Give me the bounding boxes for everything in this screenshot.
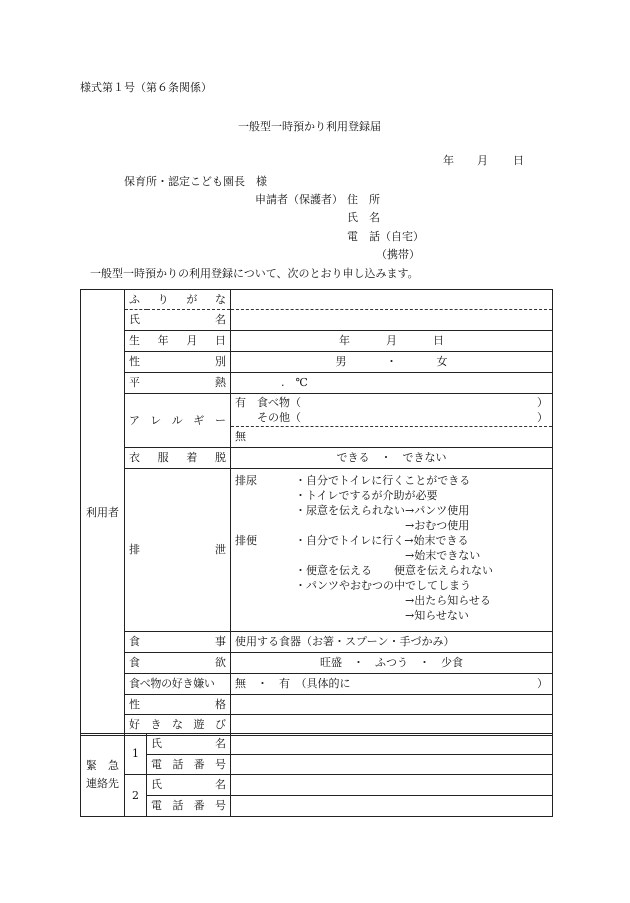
row-contact-1-phone: [81, 755, 553, 775]
date-day-label: 日: [513, 154, 524, 167]
contact-1-name-label: 氏名: [147, 734, 231, 755]
likes-field[interactable]: [231, 674, 553, 695]
likes-close: ）: [537, 677, 548, 691]
label-allergy: アレルギー: [125, 394, 231, 448]
applicant-name-label: 氏 名: [347, 211, 380, 224]
row-temperature: [81, 373, 553, 394]
allergy-none-field[interactable]: [231, 427, 553, 448]
temperature-unit: . ℃: [281, 376, 308, 390]
row-dressing: [81, 448, 553, 469]
birth-day: 日: [433, 334, 444, 348]
stool-options: [295, 533, 493, 623]
row-sex: [81, 352, 553, 373]
allergy-none-label: 無: [235, 430, 246, 444]
contact-2-name-label: 氏名: [147, 775, 231, 796]
home-phone-label: 電 話（自宅）: [347, 230, 424, 243]
row-likes: [81, 674, 553, 695]
emergency-table: [80, 733, 553, 817]
stool-option[interactable]: ・便意を伝える 便意を伝えられない: [295, 564, 493, 577]
birth-year: 年: [339, 334, 350, 348]
label-appetite: 食欲: [125, 653, 231, 674]
allergy-other-label: その他（: [257, 411, 301, 424]
stool-option[interactable]: ・パンツやおむつの中でしてしまう: [295, 579, 471, 592]
row-allergy-yes: [81, 394, 553, 427]
label-excretion: 排泄: [125, 469, 231, 632]
form-number: 様式第１号（第６条関係）: [80, 81, 212, 94]
allergy-food-close: ）: [537, 396, 548, 409]
address-label: 住 所: [347, 193, 380, 206]
birth-month: 月: [386, 334, 397, 348]
emergency-contact-label: 緊 急 連絡先: [81, 734, 125, 817]
urine-label: 排尿: [235, 474, 257, 487]
label-temperature: 平熱: [125, 373, 231, 394]
contact-1-phone-label: 電話番号: [147, 755, 231, 775]
row-excretion: [81, 469, 553, 632]
birth-field[interactable]: [231, 331, 553, 352]
temperature-field[interactable]: [231, 373, 553, 394]
sex-field[interactable]: [231, 352, 553, 373]
stool-option[interactable]: ・自分でトイレに行く→始末できる: [295, 534, 469, 547]
urine-option[interactable]: ・尿意を伝えられない→パンツ使用: [295, 504, 470, 517]
row-personality: [81, 695, 553, 715]
addressee: 保育所・認定こども園長 様: [124, 175, 267, 188]
likes-options: 無 ・ 有 （具体的に: [235, 677, 351, 691]
meal-field[interactable]: 使用する食器（お箸・スプーン・手づかみ）: [231, 632, 553, 653]
urine-options: [295, 473, 470, 533]
urine-option[interactable]: →おむつ使用: [295, 519, 470, 532]
stool-option[interactable]: →始末できない: [295, 549, 481, 562]
form-title: 一般型一時預かり利用登録届: [238, 120, 381, 133]
label-name: 氏名: [125, 310, 231, 331]
date-year-label: 年: [443, 154, 454, 167]
excretion-field[interactable]: [231, 469, 553, 632]
label-dressing: 衣服着脱: [125, 448, 231, 469]
row-appetite: [81, 653, 553, 674]
stool-label: 排便: [235, 534, 257, 547]
label-sex: 性別: [125, 352, 231, 373]
label-likes: 食べ物の好き嫌い: [125, 674, 231, 695]
contact-1-phone-field[interactable]: [231, 755, 553, 775]
name-field[interactable]: [231, 310, 553, 331]
row-name: [81, 310, 553, 331]
user-group-label: 利用者: [81, 290, 125, 736]
registration-table: [80, 289, 553, 736]
allergy-yes-label: 有: [235, 396, 246, 409]
personality-field[interactable]: [231, 695, 553, 715]
intro-text: 一般型一時預かりの利用登録について、次のとおり申し込みます。: [90, 267, 419, 280]
contact-1-name-field[interactable]: [231, 734, 553, 755]
row-contact-2-phone: [81, 796, 553, 817]
contact-1-number: 1: [125, 734, 147, 775]
mobile-phone-label: （携帯）: [376, 248, 420, 261]
row-meal: [81, 632, 553, 653]
label-personality: 性格: [125, 695, 231, 715]
date-month-label: 月: [477, 154, 488, 167]
sex-separator: ・: [386, 355, 397, 369]
contact-2-number: 2: [125, 775, 147, 817]
allergy-food-label: 食べ物（: [257, 396, 301, 409]
contact-2-phone-field[interactable]: [231, 796, 553, 817]
dressing-field[interactable]: できる ・ できない: [231, 448, 553, 469]
sex-female-option[interactable]: 女: [436, 355, 448, 369]
label-birth: 生年月日: [125, 331, 231, 352]
allergy-yes-field[interactable]: [231, 394, 553, 427]
urine-option[interactable]: ・自分でトイレに行くことができる: [295, 474, 471, 487]
label-meal: 食事: [125, 632, 231, 653]
label-furigana: ふりがな: [125, 290, 231, 310]
row-contact-1-name: [81, 734, 553, 755]
stool-option[interactable]: →出たら知らせる: [295, 594, 491, 607]
row-birth: [81, 331, 553, 352]
contact-2-name-field[interactable]: [231, 775, 553, 796]
urine-option[interactable]: ・トイレでするが介助が必要: [295, 489, 438, 502]
allergy-other-close: ）: [537, 411, 548, 424]
furigana-field[interactable]: [231, 290, 553, 310]
stool-option[interactable]: →知らせない: [295, 609, 469, 622]
label-play: 好きな遊び: [125, 715, 231, 736]
applicant-label: 申請者（保護者）: [255, 193, 343, 206]
sex-male-option[interactable]: 男: [335, 355, 347, 369]
row-contact-2-name: [81, 775, 553, 796]
row-furigana: [81, 290, 553, 310]
appetite-field[interactable]: 旺盛 ・ ふつう ・ 少食: [231, 653, 553, 674]
contact-2-phone-label: 電話番号: [147, 796, 231, 817]
